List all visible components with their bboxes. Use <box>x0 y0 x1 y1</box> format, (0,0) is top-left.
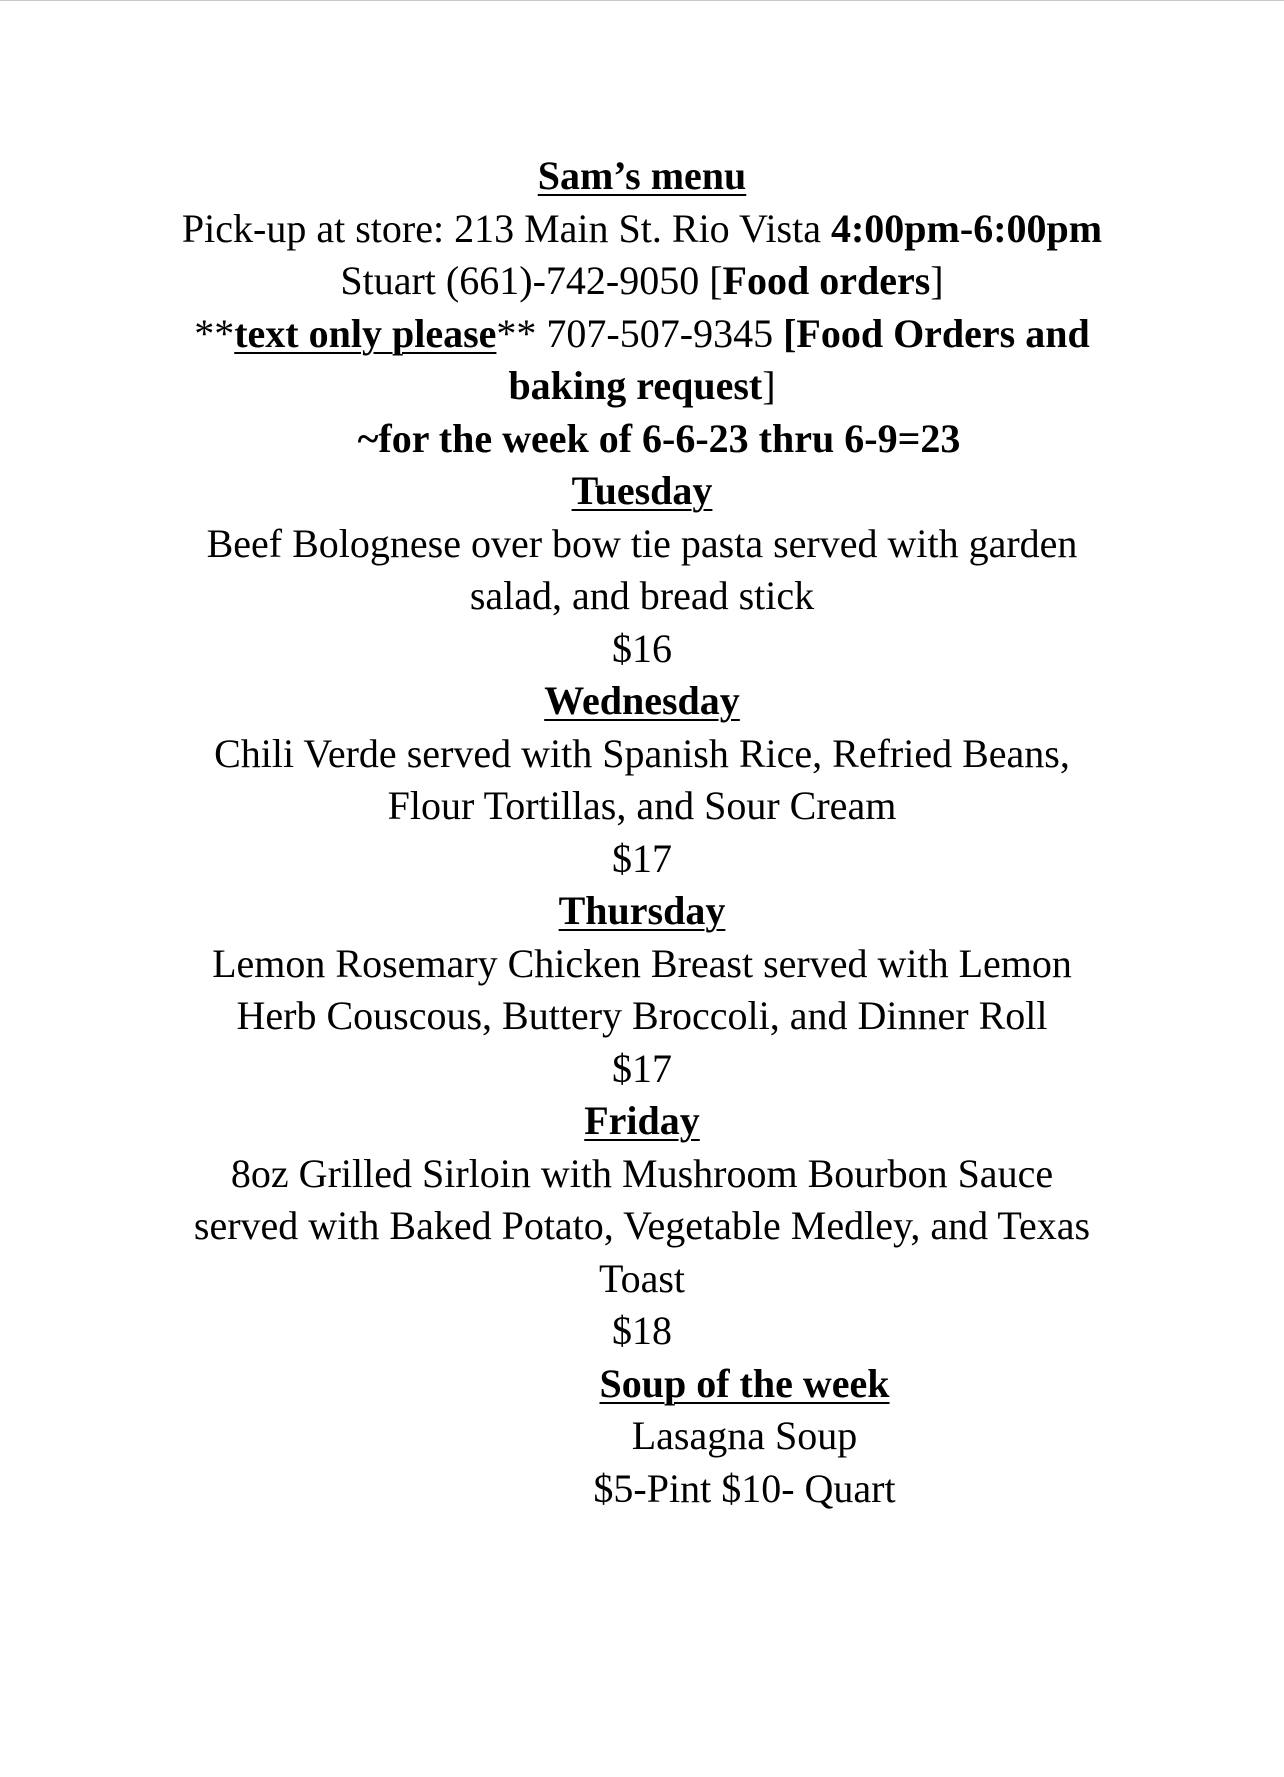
pickup-address: Pick-up at store: 213 Main St. Rio Vista <box>181 205 831 251</box>
week-range: ~for the week of 6-6-23 thru 6-9=23 <box>357 415 961 461</box>
pickup-time: 4:00pm-6:00pm <box>830 205 1103 251</box>
day-description-friday: 8oz Grilled Sirloin with Mushroom Bourbon Sauce served with Baked Potato, Vegetable Medley, and Texas Toast <box>193 1150 1091 1301</box>
contact-stuart-bracket: ] <box>930 258 944 303</box>
page-top-border <box>0 0 1284 1</box>
day-heading-friday: Friday <box>584 1098 700 1143</box>
menu-title: Sam’s menu <box>537 153 747 198</box>
soup-heading: Soup of the week <box>599 1360 890 1406</box>
pickup-info <box>162 203 1122 256</box>
day-heading-wednesday: Wednesday <box>544 678 740 723</box>
day-price-wednesday: $17 <box>612 835 672 881</box>
contact-text-only-note: text only please <box>234 310 497 356</box>
day-price-thursday: $17 <box>612 1045 672 1091</box>
contact-text-line <box>162 308 1122 413</box>
soup-section <box>0 1358 1284 1516</box>
day-heading-tuesday: Tuesday <box>571 468 713 513</box>
day-description-tuesday: Beef Bolognese over bow tie pasta served with garden salad, and bread stick <box>206 520 1078 618</box>
day-heading-thursday: Thursday <box>558 888 726 933</box>
contact-stuart-purpose: Food orders <box>722 258 931 303</box>
day-description-wednesday: Chili Verde served with Spanish Rice, Refried Beans, Flour Tortillas, and Sour Cream <box>214 730 1070 828</box>
contact-text-bracket: ] <box>762 363 776 408</box>
contact-stuart <box>0 255 1284 308</box>
contact-text-phone: ** 707-507-9345 <box>496 310 784 356</box>
menu-document <box>0 150 1284 1515</box>
soup-name: Lasagna Soup <box>631 1413 858 1458</box>
contact-text-stars-open: ** <box>194 310 235 356</box>
soup-prices: $5-Pint $10- Quart <box>593 1465 896 1511</box>
day-price-friday: $18 <box>612 1308 672 1353</box>
day-description-thursday: Lemon Rosemary Chicken Breast served with Lemon Herb Couscous, Buttery Broccoli, and Dinner Roll <box>212 940 1072 1038</box>
day-price-tuesday: $16 <box>612 625 672 671</box>
contact-text-purpose: [Food Orders and baking request <box>508 310 1090 408</box>
contact-stuart-phone: Stuart (661)-742-9050 [ <box>340 258 723 303</box>
